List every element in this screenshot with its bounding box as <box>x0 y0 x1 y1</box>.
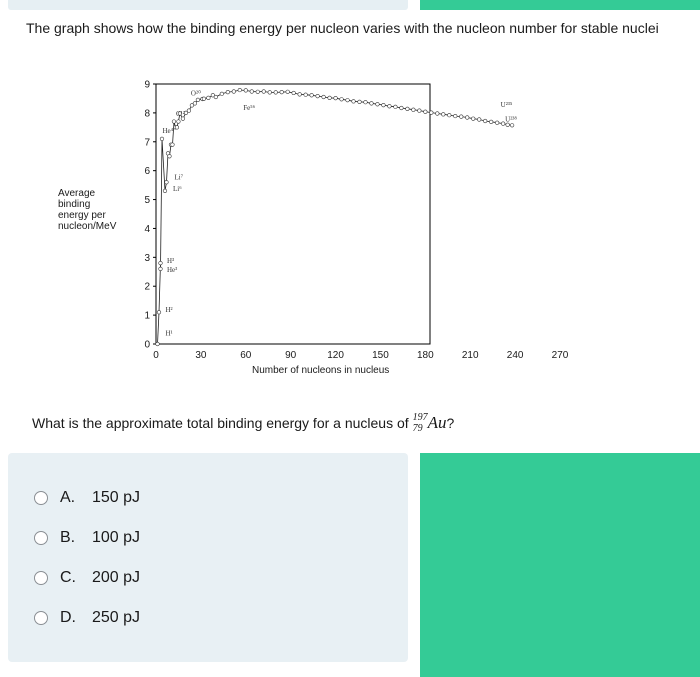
y-tick-label: 3 <box>144 252 150 264</box>
isotope-atomic: 79 <box>412 422 423 434</box>
nuclide-label: C¹² <box>175 109 185 118</box>
data-point <box>316 94 320 98</box>
data-point <box>207 96 211 100</box>
y-tick-label: 5 <box>144 195 150 207</box>
option-text: 200 pJ <box>92 569 141 586</box>
data-point <box>274 91 278 95</box>
x-tick-label: 240 <box>506 350 524 361</box>
nuclide-label: H² <box>165 306 173 315</box>
option-text: 100 pJ <box>92 529 141 546</box>
data-point <box>156 342 160 346</box>
data-point <box>159 261 163 265</box>
binding-energy-chart <box>50 76 610 386</box>
radio-icon[interactable] <box>34 611 48 625</box>
prompt-prefix: What is the approximate total binding energy for a nucleus of <box>32 415 413 431</box>
data-point <box>163 189 167 193</box>
data-point <box>510 124 514 128</box>
nuclide-label: Li⁶ <box>172 184 182 193</box>
y-tick-label: 6 <box>144 166 150 178</box>
data-point <box>292 91 296 95</box>
data-point <box>232 90 236 94</box>
data-point <box>406 107 410 111</box>
y-tick-label: 0 <box>144 339 150 351</box>
x-tick-label: 270 <box>551 350 569 361</box>
y-tick-label: 1 <box>144 310 150 322</box>
data-point <box>172 120 176 124</box>
data-point <box>322 95 326 99</box>
data-point <box>165 180 169 184</box>
data-point <box>310 93 314 97</box>
plot-area <box>58 80 569 377</box>
option-a[interactable] <box>34 487 140 509</box>
data-point <box>489 120 493 124</box>
question-intro: The graph shows how the binding energy per nucleon varies with the nucleon number for stable nuclei <box>26 20 659 36</box>
options-card <box>8 453 408 662</box>
option-text: 150 pJ <box>92 489 141 506</box>
data-point <box>424 110 428 114</box>
data-point <box>465 116 469 120</box>
x-tick-label: 180 <box>416 350 434 361</box>
nuclide-label: H¹ <box>165 329 173 338</box>
x-tick-label: 60 <box>240 350 252 361</box>
data-point <box>175 126 179 130</box>
isotope-mass: 197 <box>412 411 428 423</box>
nuclide-label: Li⁷ <box>174 173 184 182</box>
data-point <box>346 98 350 102</box>
radio-icon[interactable] <box>34 491 48 505</box>
y-tick-label: 4 <box>144 223 150 235</box>
nuclide-label: H³ <box>166 257 175 266</box>
y-axis-label: nucleon/MeV <box>58 221 117 232</box>
data-point <box>364 100 368 104</box>
data-point <box>376 102 380 106</box>
data-point <box>187 109 191 113</box>
data-point <box>298 93 302 97</box>
data-point <box>171 143 175 147</box>
data-point <box>202 97 206 101</box>
x-tick-label: 30 <box>195 350 207 361</box>
data-point <box>418 109 422 113</box>
y-axis-label: energy per <box>58 210 106 221</box>
data-point <box>382 103 386 107</box>
data-point <box>226 90 230 94</box>
data-point <box>157 310 161 314</box>
nuclide-label: He⁴ <box>162 127 174 136</box>
option-letter: C. <box>60 569 76 586</box>
isotope-notation <box>413 413 447 432</box>
data-point <box>388 104 392 108</box>
data-point <box>268 91 272 95</box>
data-point <box>160 137 164 141</box>
y-axis-label: binding <box>58 199 91 210</box>
data-point <box>495 121 499 125</box>
data-point <box>280 90 284 94</box>
nuclide-label: He³ <box>166 265 178 274</box>
x-tick-label: 0 <box>153 350 159 361</box>
data-point <box>358 100 362 104</box>
side-green-panel <box>420 453 700 677</box>
data-point <box>436 112 440 116</box>
data-point <box>352 100 356 104</box>
y-tick-label: 2 <box>144 281 150 293</box>
data-point <box>286 90 290 94</box>
binding-energy-curve <box>158 90 513 344</box>
option-letter: D. <box>60 609 76 626</box>
data-point <box>471 117 475 121</box>
nuclide-label: U²³⁸ <box>505 115 517 124</box>
data-point <box>250 90 254 94</box>
data-point <box>262 90 266 94</box>
data-point <box>459 115 463 119</box>
data-point <box>441 113 445 117</box>
x-tick-label: 210 <box>461 350 479 361</box>
data-point <box>370 102 374 106</box>
option-text: 250 pJ <box>92 609 141 626</box>
nuclide-label: U²³⁵ <box>500 101 513 110</box>
previous-card-edge <box>8 0 408 10</box>
data-point <box>394 105 398 109</box>
option-b[interactable] <box>34 527 140 549</box>
data-point <box>453 114 457 118</box>
nuclide-label: O²⁰ <box>190 89 201 98</box>
y-tick-label: 9 <box>144 79 150 91</box>
data-point <box>483 119 487 123</box>
radio-icon[interactable] <box>34 571 48 585</box>
plot-frame <box>156 84 430 344</box>
option-d[interactable] <box>34 607 140 629</box>
y-axis-label: Average <box>58 188 96 199</box>
x-tick-label: 150 <box>372 350 389 361</box>
data-point <box>168 154 172 158</box>
data-point <box>220 92 224 96</box>
y-tick-label: 7 <box>144 137 150 149</box>
option-letter: B. <box>60 529 76 546</box>
data-point <box>177 120 181 124</box>
x-axis-label: Number of nucleons in nucleus <box>252 365 390 376</box>
data-point <box>328 96 332 100</box>
radio-icon[interactable] <box>34 531 48 545</box>
data-point <box>238 88 242 92</box>
nuclide-label: Fe⁵⁶ <box>243 104 256 112</box>
option-c[interactable] <box>34 567 140 589</box>
data-point <box>214 95 218 99</box>
question-prompt <box>32 413 454 433</box>
data-point <box>304 93 308 97</box>
isotope-symbol: Au <box>427 413 447 432</box>
data-point <box>430 111 434 115</box>
top-green-strip <box>420 0 700 10</box>
data-point <box>477 118 481 122</box>
data-point <box>412 108 416 112</box>
data-point <box>159 267 163 271</box>
y-tick-label: 8 <box>144 108 150 120</box>
prompt-suffix: ? <box>446 415 455 431</box>
data-point <box>196 98 200 102</box>
data-point <box>193 102 197 106</box>
data-point <box>400 106 404 110</box>
x-tick-label: 90 <box>285 350 297 361</box>
x-tick-label: 120 <box>327 350 344 361</box>
data-point <box>447 113 451 117</box>
data-point <box>340 98 344 102</box>
data-point <box>244 89 248 93</box>
data-point <box>256 90 260 94</box>
data-point <box>334 96 338 100</box>
option-letter: A. <box>60 489 76 506</box>
